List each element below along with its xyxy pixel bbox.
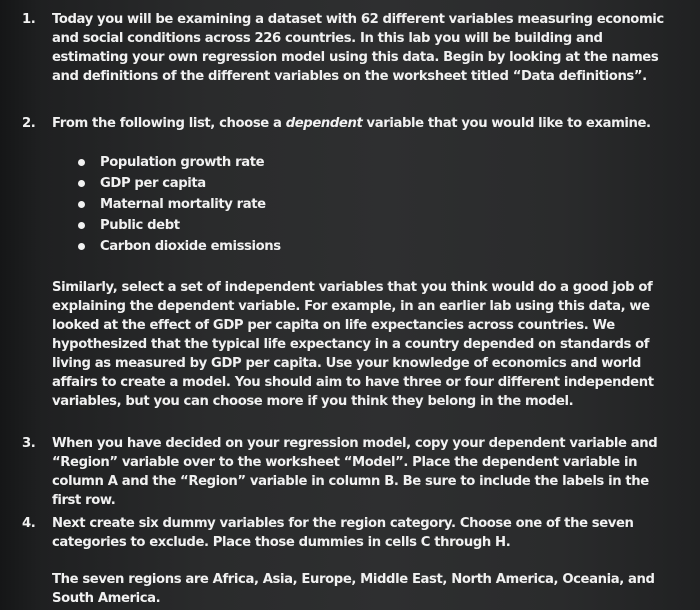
bullet-item: Carbon dioxide emissions xyxy=(78,236,281,257)
item-text: When you have decided on your regression model, copy your dependent variable and “Region” variable over to the worksheet “Model”. Place the dependent variable in column A and the “Region” variable in column B. Be sure to include the labels in the first row. xyxy=(52,436,658,508)
bullet-item: Population growth rate xyxy=(78,152,281,173)
bullet-item: GDP per capita xyxy=(78,173,281,194)
list-item-1 xyxy=(22,10,672,86)
item-number: 2. xyxy=(22,116,36,131)
emphasis-dependent: dependent xyxy=(285,116,363,131)
list-item-2 xyxy=(22,114,672,133)
item-text: Today you will be examining a dataset with 62 different variables measuring economic and social conditions across 226 countries. In this lab you will be building and estimating your own regression model using this data. Begin by looking at the names and definitions of the different variables on the worksheet titled “Data definitions”. xyxy=(52,12,664,84)
list-item-3 xyxy=(22,434,672,510)
bullet-icon xyxy=(78,180,85,187)
regions-paragraph: The seven regions are Africa, Asia, Europe, Middle East, North America, Oceania, and South America. xyxy=(52,572,655,606)
item-number: 3. xyxy=(22,436,36,451)
item-text: From the following list, choose a dependent variable that you would like to examine. xyxy=(52,116,651,131)
bullet-icon xyxy=(78,159,85,166)
bullet-icon xyxy=(78,222,85,229)
bullet-icon xyxy=(78,243,85,250)
list-item-4 xyxy=(22,514,672,552)
bullet-item: Maternal mortality rate xyxy=(78,194,281,215)
item-number: 4. xyxy=(22,516,36,531)
dependent-variable-list xyxy=(78,152,281,257)
independent-variables-paragraph: Similarly, select a set of independent variables that you think would do a good job of explaining the dependent variable. For example, in an earlier lab using this data, we looked at the effect of GDP per capita on life expectancies across countries. We hypothesized that the typical life expectancy in a country depended on standards of living as measured by GDP per capita. Use your knowledge of economics and world affairs to create a model. You should aim to have three or four different independent variables, but you can choose more if you think they belong in the model. xyxy=(52,280,654,409)
item-number: 1. xyxy=(22,12,36,27)
item-text: Next create six dummy variables for the region category. Choose one of the seven categories to exclude. Place those dummies in cells C through H. xyxy=(52,516,634,550)
bullet-item: Public debt xyxy=(78,215,281,236)
bullet-icon xyxy=(78,201,85,208)
